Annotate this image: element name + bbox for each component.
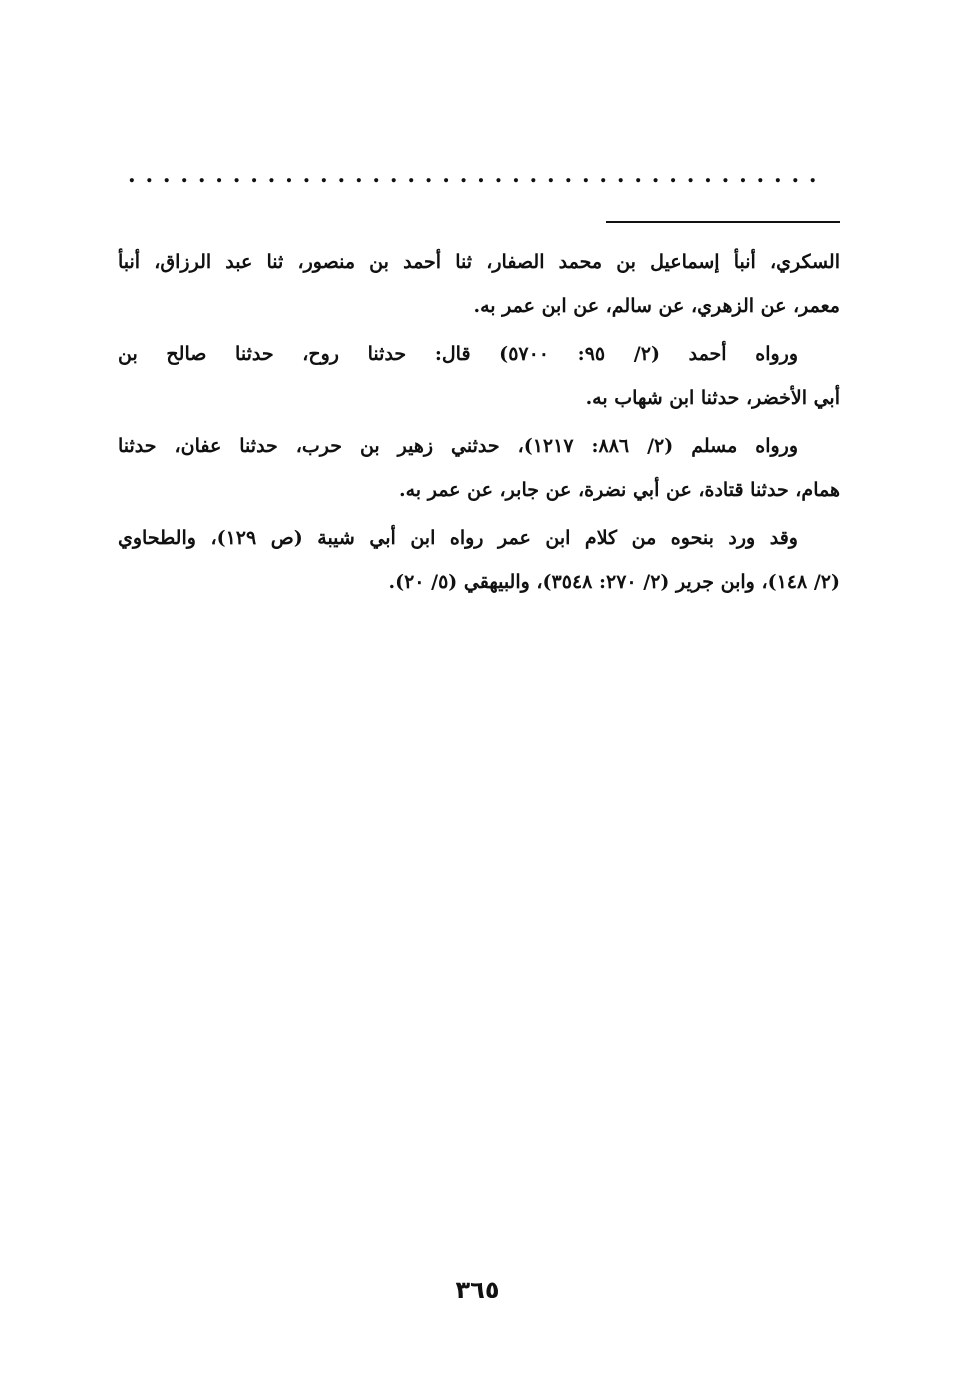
dotted-separator: ........................................: [128, 162, 827, 188]
footnote-line: ورواه أحمد (٢/ ٩٥: ٥٧٠٠) قال: حدثنا روح، حدثنا صالح بن: [118, 343, 799, 365]
footnote-rule: [606, 221, 840, 223]
footnote-line: وقد ورد بنحوه من كلام ابن عمر رواه ابن أبي شيبة (ص ١٢٩)، والطحاوي: [118, 527, 798, 549]
footnote-line: أبي الأخضر، حدثنا ابن شهاب به.: [585, 387, 840, 409]
page-number: ٣٦٥: [455, 1276, 500, 1304]
footnote-line: همام، حدثنا قتادة، عن أبي نضرة، عن جابر، عن عمر به.: [399, 479, 840, 501]
footnote-line: معمر، عن الزهري، عن سالم، عن ابن عمر به.: [473, 295, 840, 317]
footnote-line: ورواه مسلم (٢/ ٨٨٦: ١٢١٧)، حدثني زهير بن حرب، حدثنا عفان، حدثنا: [118, 435, 798, 457]
footnote-line: (٢/ ١٤٨)، وابن جرير (٢/ ٢٧٠: ٣٥٤٨)، والبيهقي (٥/ ٢٠).: [388, 571, 840, 593]
footnote-text: [118, 240, 840, 604]
footnote-line: السكري، أنبأ إسماعيل بن محمد الصفار، ثنا أحمد بن منصور، ثنا عبد الرزاق، أنبأ: [118, 251, 840, 273]
